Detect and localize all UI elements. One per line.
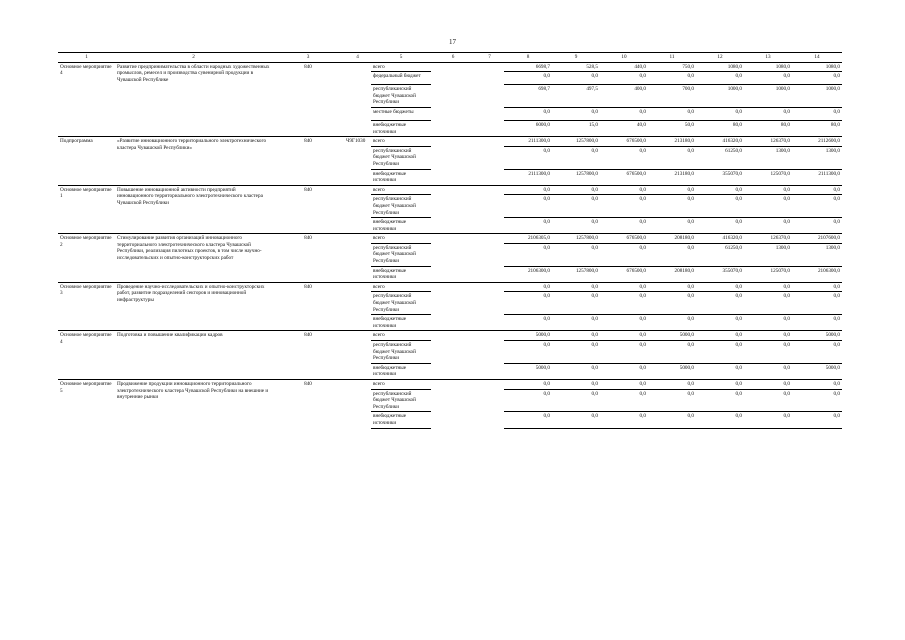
table-row: [58, 331, 842, 341]
ministry-code-cell: 840: [272, 234, 344, 283]
value-cell: 0,0: [648, 389, 696, 412]
value-cell: 0,0: [552, 341, 600, 364]
empty-cell: [475, 363, 504, 379]
value-cell: 213180,0: [648, 169, 696, 185]
value-cell: 5000,0: [792, 363, 842, 379]
empty-cell: [475, 315, 504, 331]
funding-source-cell: всего: [371, 234, 431, 244]
value-cell: 0,0: [504, 379, 552, 389]
value-cell: 2112600,0: [792, 137, 842, 147]
empty-cell: [475, 389, 504, 412]
value-cell: 0,0: [792, 379, 842, 389]
header-cell: 4: [344, 53, 371, 63]
empty-cell: [475, 107, 504, 120]
activity-type-cell: Подпрограмма: [58, 137, 115, 186]
value-cell: 2107600,0: [792, 234, 842, 244]
value-cell: 0,0: [648, 195, 696, 218]
value-cell: 0,0: [600, 195, 648, 218]
funding-source-cell: внебюджетные источники: [371, 363, 431, 379]
value-cell: 355070,0: [696, 266, 744, 282]
empty-cell: [475, 243, 504, 266]
target-code-cell: [344, 62, 371, 137]
value-cell: 208180,0: [648, 266, 696, 282]
activity-type-cell: Основное мероприятие 2: [58, 234, 115, 283]
activity-name-cell: «Развитие инновационного территориального электротехнического кластера Чувашской Республики»: [115, 137, 272, 186]
value-cell: 0,0: [648, 185, 696, 195]
value-cell: 700,0: [648, 85, 696, 108]
value-cell: 80,0: [792, 120, 842, 136]
value-cell: 0,0: [600, 331, 648, 341]
value-cell: 0,0: [552, 243, 600, 266]
value-cell: 0,0: [600, 146, 648, 169]
value-cell: 5000,0: [504, 363, 552, 379]
value-cell: 1257800,0: [552, 266, 600, 282]
value-cell: 0,0: [792, 341, 842, 364]
value-cell: 0,0: [552, 315, 600, 331]
funding-source-cell: всего: [371, 185, 431, 195]
value-cell: 0,0: [552, 72, 600, 85]
value-cell: 1300,0: [792, 146, 842, 169]
activity-name-cell: Развитие предпринимательства в области народных художественных промыслов, ремесел и производства сувенирной продукции в Чувашской Республике: [115, 62, 272, 137]
value-cell: 0,0: [600, 282, 648, 292]
funding-source-cell: внебюджетные источники: [371, 218, 431, 234]
value-cell: 0,0: [600, 218, 648, 234]
value-cell: 1080,0: [792, 62, 842, 72]
funding-source-cell: республиканский бюджет Чувашской Республики: [371, 195, 431, 218]
value-cell: 0,0: [792, 412, 842, 428]
empty-cell: [475, 331, 504, 341]
value-cell: 1000,0: [696, 85, 744, 108]
activity-name-cell: Стимулирование развития организаций инновационного территориального электротехнического кластера Чувашской Республики, реализация пилотных проектов, в том числе научно-исследовательских и опытно-конструкторских работ: [115, 234, 272, 283]
empty-cell: [431, 218, 475, 234]
value-cell: 0,0: [552, 363, 600, 379]
target-code-cell: [344, 234, 371, 283]
value-cell: 50,0: [648, 120, 696, 136]
value-cell: 0,0: [696, 341, 744, 364]
empty-cell: [475, 266, 504, 282]
empty-cell: [431, 120, 475, 136]
funding-source-cell: республиканский бюджет Чувашской Республики: [371, 389, 431, 412]
funding-source-cell: всего: [371, 282, 431, 292]
value-cell: 0,0: [744, 185, 792, 195]
page-number: 17: [449, 38, 456, 46]
header-cell: 14: [792, 53, 842, 63]
value-cell: 0,0: [744, 341, 792, 364]
value-cell: 0,0: [504, 146, 552, 169]
value-cell: 0,0: [744, 195, 792, 218]
value-cell: 0,0: [744, 292, 792, 315]
value-cell: 2106305,0: [504, 234, 552, 244]
value-cell: 0,0: [696, 185, 744, 195]
funding-source-cell: местные бюджеты: [371, 107, 431, 120]
value-cell: 0,0: [696, 72, 744, 85]
value-cell: 1257800,0: [552, 234, 600, 244]
empty-cell: [431, 243, 475, 266]
value-cell: 15,0: [552, 120, 600, 136]
value-cell: 0,0: [648, 146, 696, 169]
empty-cell: [475, 218, 504, 234]
value-cell: 0,0: [504, 412, 552, 428]
table-row: [58, 234, 842, 244]
header-cell: 2: [115, 53, 272, 63]
value-cell: 80,0: [744, 120, 792, 136]
value-cell: 355070,0: [696, 169, 744, 185]
activity-type-cell: Основное мероприятие 5: [58, 379, 115, 428]
value-cell: 6698,7: [504, 62, 552, 72]
value-cell: 0,0: [648, 107, 696, 120]
empty-cell: [431, 169, 475, 185]
value-cell: 0,0: [552, 412, 600, 428]
target-code-cell: [344, 331, 371, 380]
empty-cell: [475, 195, 504, 218]
empty-cell: [431, 234, 475, 244]
value-cell: 0,0: [600, 185, 648, 195]
table-row: [58, 137, 842, 147]
value-cell: 0,0: [552, 379, 600, 389]
activity-type-cell: Основное мероприятие 1: [58, 185, 115, 234]
value-cell: 0,0: [552, 185, 600, 195]
value-cell: 0,0: [696, 107, 744, 120]
empty-cell: [475, 282, 504, 292]
target-code-cell: Ч9Г1030: [344, 137, 371, 186]
budget-table: [58, 52, 842, 429]
table-row: [58, 282, 842, 292]
empty-cell: [431, 331, 475, 341]
value-cell: 0,0: [792, 389, 842, 412]
activity-name-cell: Повышение инновационной активности предприятий инновационного территориального электротехнического кластера Чувашской Республики: [115, 185, 272, 234]
value-cell: 0,0: [552, 292, 600, 315]
value-cell: 0,0: [504, 282, 552, 292]
value-cell: 0,0: [504, 107, 552, 120]
empty-cell: [475, 85, 504, 108]
value-cell: 0,0: [744, 379, 792, 389]
value-cell: 528,5: [552, 62, 600, 72]
value-cell: 1300,0: [744, 243, 792, 266]
funding-source-cell: республиканский бюджет Чувашской Республики: [371, 341, 431, 364]
value-cell: 0,0: [552, 107, 600, 120]
value-cell: 0,0: [696, 315, 744, 331]
empty-cell: [431, 137, 475, 147]
value-cell: 5000,0: [648, 331, 696, 341]
funding-source-cell: республиканский бюджет Чувашской Республики: [371, 243, 431, 266]
header-cell: 7: [475, 53, 504, 63]
value-cell: 0,0: [648, 341, 696, 364]
empty-cell: [431, 185, 475, 195]
value-cell: 440,0: [600, 62, 648, 72]
funding-source-cell: внебюджетные источники: [371, 120, 431, 136]
value-cell: 400,0: [600, 85, 648, 108]
empty-cell: [431, 282, 475, 292]
value-cell: 0,0: [792, 282, 842, 292]
value-cell: 125070,0: [744, 169, 792, 185]
table-row: [58, 62, 842, 72]
value-cell: 5000,0: [648, 363, 696, 379]
funding-source-cell: внебюджетные источники: [371, 412, 431, 428]
value-cell: 0,0: [504, 389, 552, 412]
value-cell: 1080,0: [696, 62, 744, 72]
value-cell: 2106300,0: [792, 266, 842, 282]
value-cell: 0,0: [552, 389, 600, 412]
value-cell: 0,0: [744, 315, 792, 331]
value-cell: 0,0: [600, 341, 648, 364]
value-cell: 416320,0: [696, 234, 744, 244]
value-cell: 0,0: [504, 72, 552, 85]
header-cell: 6: [431, 53, 475, 63]
value-cell: 5000,0: [792, 331, 842, 341]
value-cell: 2106300,0: [504, 266, 552, 282]
value-cell: 61250,0: [696, 243, 744, 266]
value-cell: 0,0: [696, 331, 744, 341]
ministry-code-cell: 840: [272, 185, 344, 234]
empty-cell: [475, 146, 504, 169]
empty-cell: [431, 315, 475, 331]
value-cell: 126370,0: [744, 234, 792, 244]
empty-cell: [431, 107, 475, 120]
value-cell: 0,0: [792, 195, 842, 218]
value-cell: 0,0: [600, 107, 648, 120]
header-cell: 9: [552, 53, 600, 63]
value-cell: 0,0: [744, 282, 792, 292]
empty-cell: [431, 412, 475, 428]
ministry-code-cell: 840: [272, 379, 344, 428]
value-cell: 0,0: [792, 185, 842, 195]
header-cell: 12: [696, 53, 744, 63]
value-cell: 676500,0: [600, 234, 648, 244]
activity-type-cell: Основное мероприятие 4: [58, 62, 115, 137]
value-cell: 0,0: [744, 363, 792, 379]
value-cell: 698,7: [504, 85, 552, 108]
value-cell: 5000,0: [504, 331, 552, 341]
funding-source-cell: федеральный бюджет: [371, 72, 431, 85]
empty-cell: [475, 341, 504, 364]
value-cell: 0,0: [744, 218, 792, 234]
value-cell: 0,0: [600, 389, 648, 412]
value-cell: 0,0: [504, 243, 552, 266]
value-cell: 0,0: [600, 72, 648, 85]
table-row: [58, 379, 842, 389]
empty-cell: [475, 412, 504, 428]
value-cell: 1300,0: [744, 146, 792, 169]
value-cell: 1080,0: [744, 62, 792, 72]
value-cell: 0,0: [744, 331, 792, 341]
value-cell: 0,0: [792, 107, 842, 120]
ministry-code-cell: 840: [272, 331, 344, 380]
value-cell: 208180,0: [648, 234, 696, 244]
header-cell: 8: [504, 53, 552, 63]
value-cell: 1257800,0: [552, 169, 600, 185]
empty-cell: [431, 379, 475, 389]
value-cell: 0,0: [600, 243, 648, 266]
funding-source-cell: внебюджетные источники: [371, 315, 431, 331]
value-cell: 1000,0: [744, 85, 792, 108]
value-cell: 0,0: [504, 315, 552, 331]
value-cell: 0,0: [792, 315, 842, 331]
empty-cell: [475, 120, 504, 136]
empty-cell: [431, 389, 475, 412]
value-cell: 0,0: [744, 72, 792, 85]
value-cell: 0,0: [648, 412, 696, 428]
value-cell: 0,0: [744, 107, 792, 120]
value-cell: 213180,0: [648, 137, 696, 147]
header-cell: 3: [272, 53, 344, 63]
value-cell: 1257800,0: [552, 137, 600, 147]
value-cell: 0,0: [648, 282, 696, 292]
empty-cell: [431, 292, 475, 315]
value-cell: 0,0: [648, 315, 696, 331]
activity-name-cell: Проведение научно-исследовательских и опытно-конструкторских работ, развитие подразделений секторов и инновационной инфраструктуры: [115, 282, 272, 331]
funding-source-cell: всего: [371, 62, 431, 72]
header-cell: 1: [58, 53, 115, 63]
empty-cell: [431, 341, 475, 364]
value-cell: 0,0: [504, 341, 552, 364]
value-cell: 0,0: [792, 218, 842, 234]
value-cell: 40,0: [600, 120, 648, 136]
funding-source-cell: всего: [371, 137, 431, 147]
empty-cell: [431, 62, 475, 72]
value-cell: 0,0: [504, 292, 552, 315]
value-cell: 2111300,0: [504, 169, 552, 185]
value-cell: 0,0: [552, 146, 600, 169]
value-cell: 1300,0: [792, 243, 842, 266]
header-row: [58, 53, 842, 63]
value-cell: 0,0: [504, 185, 552, 195]
value-cell: 0,0: [600, 363, 648, 379]
value-cell: 0,0: [648, 243, 696, 266]
target-code-cell: [344, 185, 371, 234]
value-cell: 0,0: [696, 218, 744, 234]
empty-cell: [475, 72, 504, 85]
value-cell: 61250,0: [696, 146, 744, 169]
target-code-cell: [344, 282, 371, 331]
empty-cell: [431, 85, 475, 108]
value-cell: 0,0: [696, 292, 744, 315]
activity-name-cell: Продвижение продукции инновационного территориального электротехнического кластера Чувашской Республики на внешние и внутренние рынки: [115, 379, 272, 428]
value-cell: 0,0: [648, 379, 696, 389]
value-cell: 0,0: [744, 412, 792, 428]
empty-cell: [431, 146, 475, 169]
value-cell: 0,0: [744, 389, 792, 412]
value-cell: 497,5: [552, 85, 600, 108]
value-cell: 2111300,0: [504, 137, 552, 147]
value-cell: 0,0: [552, 331, 600, 341]
value-cell: 0,0: [600, 379, 648, 389]
value-cell: 0,0: [696, 412, 744, 428]
value-cell: 0,0: [648, 292, 696, 315]
empty-cell: [431, 266, 475, 282]
value-cell: 126370,0: [744, 137, 792, 147]
value-cell: 0,0: [792, 292, 842, 315]
funding-source-cell: внебюджетные источники: [371, 169, 431, 185]
empty-cell: [431, 72, 475, 85]
funding-source-cell: республиканский бюджет Чувашской Республики: [371, 85, 431, 108]
value-cell: 80,0: [696, 120, 744, 136]
header-cell: 10: [600, 53, 648, 63]
value-cell: 676500,0: [600, 266, 648, 282]
funding-source-cell: внебюджетные источники: [371, 266, 431, 282]
value-cell: 750,0: [648, 62, 696, 72]
ministry-code-cell: 840: [272, 282, 344, 331]
funding-source-cell: республиканский бюджет Чувашской Республики: [371, 146, 431, 169]
empty-cell: [475, 234, 504, 244]
empty-cell: [475, 185, 504, 195]
funding-source-cell: всего: [371, 379, 431, 389]
target-code-cell: [344, 379, 371, 428]
value-cell: 0,0: [696, 195, 744, 218]
activity-name-cell: Подготовка и повышение квалификации кадров: [115, 331, 272, 380]
ministry-code-cell: 840: [272, 137, 344, 186]
value-cell: 0,0: [696, 379, 744, 389]
value-cell: 6000,0: [504, 120, 552, 136]
activity-type-cell: Основное мероприятие 4: [58, 331, 115, 380]
value-cell: 0,0: [792, 72, 842, 85]
value-cell: 0,0: [600, 412, 648, 428]
value-cell: 676500,0: [600, 169, 648, 185]
value-cell: 416320,0: [696, 137, 744, 147]
header-cell: 13: [744, 53, 792, 63]
value-cell: 0,0: [552, 195, 600, 218]
value-cell: 0,0: [696, 282, 744, 292]
value-cell: 0,0: [552, 282, 600, 292]
funding-source-cell: всего: [371, 331, 431, 341]
value-cell: 0,0: [552, 218, 600, 234]
empty-cell: [475, 62, 504, 72]
value-cell: 0,0: [504, 218, 552, 234]
empty-cell: [431, 195, 475, 218]
empty-cell: [475, 292, 504, 315]
empty-cell: [475, 169, 504, 185]
empty-cell: [431, 363, 475, 379]
value-cell: 1000,0: [792, 85, 842, 108]
table-row: [58, 185, 842, 195]
value-cell: 0,0: [504, 195, 552, 218]
ministry-code-cell: 840: [272, 62, 344, 137]
value-cell: 125070,0: [744, 266, 792, 282]
header-cell: 11: [648, 53, 696, 63]
empty-cell: [475, 137, 504, 147]
empty-cell: [475, 379, 504, 389]
value-cell: 0,0: [648, 218, 696, 234]
value-cell: 0,0: [600, 315, 648, 331]
value-cell: 0,0: [696, 363, 744, 379]
value-cell: 0,0: [696, 389, 744, 412]
value-cell: 0,0: [600, 292, 648, 315]
activity-type-cell: Основное мероприятие 3: [58, 282, 115, 331]
funding-source-cell: республиканский бюджет Чувашской Республики: [371, 292, 431, 315]
value-cell: 2111300,0: [792, 169, 842, 185]
value-cell: 676500,0: [600, 137, 648, 147]
header-cell: 5: [371, 53, 431, 63]
value-cell: 0,0: [648, 72, 696, 85]
